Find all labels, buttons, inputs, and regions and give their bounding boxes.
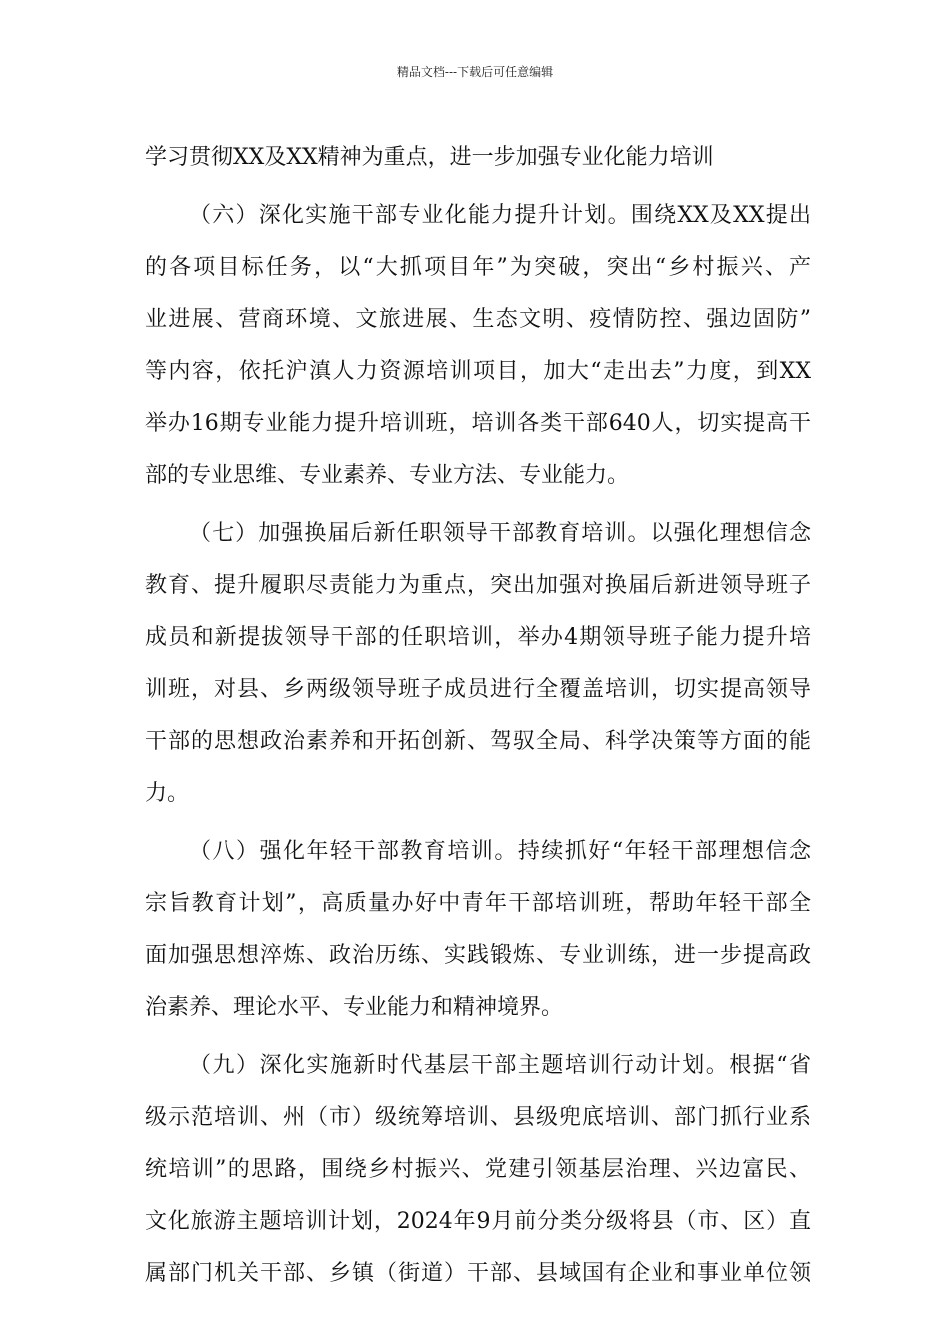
text-line: 文化旅游主题培训计划，2024年9月前分类分级将县（市、区）直: [145, 1209, 811, 1234]
text-line: 统培训”的思路，围绕乡村振兴、党建引领基层治理、兴边富民、: [145, 1157, 811, 1182]
paragraph-nine: [145, 1040, 811, 1300]
text-line: 成员和新提拔领导干部的任职培训，举办4期领导班子能力提升培: [145, 625, 811, 650]
text-line: 治素养、理论水平、专业能力和精神境界。: [145, 995, 564, 1020]
text-line: 的各项目标任务，以“大抓项目年”为突破，突出“乡村振兴、产: [145, 255, 811, 280]
paragraph-continuation: [145, 132, 811, 184]
text-line: 干部的思想政治素养和开拓创新、驾驭全局、科学决策等方面的能: [145, 729, 811, 754]
text-line: 力。: [145, 781, 190, 806]
text-line: 面加强思想淬炼、政治历练、实践锻炼、专业训练，进一步提高政: [145, 943, 811, 968]
page-header: 精品文档---下载后可任意编辑: [396, 65, 554, 79]
text-line: 举办16期专业能力提升培训班，培训各类干部640人，切实提高干: [145, 411, 811, 436]
text-line: 宗旨教育计划”，高质量办好中青年干部培训班，帮助年轻干部全: [145, 891, 811, 916]
text-line: 部的专业思维、专业素养、专业方法、专业能力。: [145, 463, 630, 488]
text-line: （九）深化实施新时代基层干部主题培训行动计划。根据“省: [189, 1053, 811, 1078]
text-line: 训班，对县、乡两级领导班子成员进行全覆盖培训，切实提高领导: [145, 677, 811, 702]
text-line: 学习贯彻XX及XX精神为重点，进一步加强专业化能力培训: [145, 145, 714, 170]
text-line: （七）加强换届后新任职领导干部教育培训。以强化理想信念: [189, 521, 811, 546]
text-line: （八）强化年轻干部教育培训。持续抓好“年轻干部理想信念: [189, 839, 811, 864]
document-body: [145, 132, 811, 1300]
paragraph-seven: [145, 508, 811, 820]
text-line: 业进展、营商环境、文旅进展、生态文明、疫情防控、强边固防”: [145, 307, 811, 332]
paragraph-six: [145, 190, 811, 502]
text-line: 教育、提升履职尽责能力为重点，突出加强对换届后新进领导班子: [145, 573, 811, 598]
text-line: 等内容，依托沪滇人力资源培训项目，加大“走出去”力度，到XX: [145, 359, 811, 384]
text-line: 级示范培训、州（市）级统筹培训、县级兜底培训、部门抓行业系: [145, 1105, 811, 1130]
text-line: 属部门机关干部、乡镇（街道）干部、县域国有企业和事业单位领: [145, 1261, 811, 1286]
text-line: （六）深化实施干部专业化能力提升计划。围绕XX及XX提出: [189, 203, 811, 228]
paragraph-eight: [145, 826, 811, 1034]
